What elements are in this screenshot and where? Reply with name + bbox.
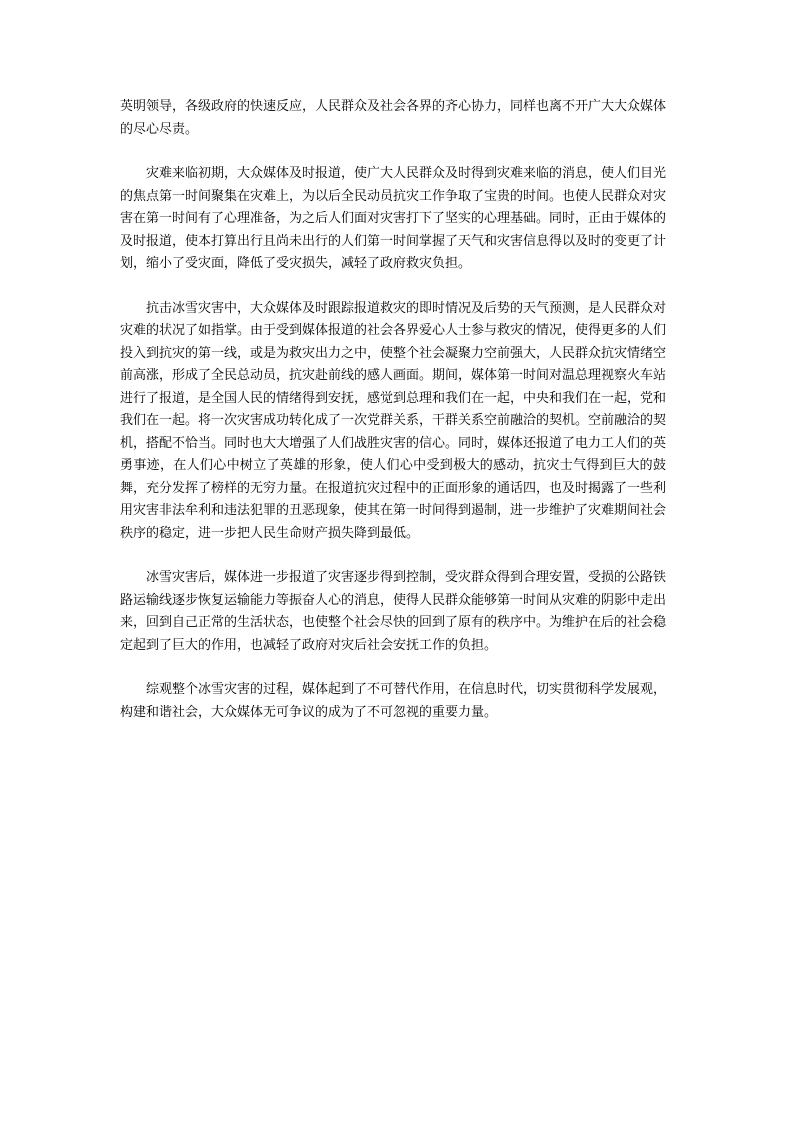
paragraph-after-disaster: 冰雪灾害后，媒体进一步报道了灾害逐步得到控制，受灾群众得到合理安置，受损的公路铁路运输线逐步恢复运输能力等振奋人心的消息，使得人民群众能够第一时间从灾难的阴影中走出来，回到自己正常的生活状态，也使整个社会尽快的回到了原有的秩序中。为维护在后的社会稳定起到了巨大的作用，也减轻了政府对灾后社会安抚工作的负担。 xyxy=(120,570,667,653)
document-page xyxy=(120,96,666,746)
paragraph-fighting-disaster: 抗击冰雪灾害中，大众媒体及时跟踪报道救灾的即时情况及后势的天气预测，是人民群众对灾难的状况了如指掌。由于受到媒体报道的社会各界爱心人士参与救灾的情况，使得更多的人们投入到抗灾的第一线，或是为救灾出力之中，使整个社会凝聚力空前强大，人民群众抗灾情绪空前高涨，形成了全民总动员，抗灾赴前线的感人画面。期间，媒体第一时间对温总理视察火车站进行了报道，是全国人民的情绪得到安抚，感觉到总理和我们在一起，中央和我们在一起，党和我们在一起。将一次灾害成功转化成了一次党群关系，干群关系空前融洽的契机。空前融洽的契机，搭配不恰当。同时也大大增强了人们战胜灾害的信心。同时，媒体还报道了电力工人们的英勇事迹，在人们心中树立了英雄的形象，使人们心中受到极大的感动，抗灾士气得到巨大的鼓舞，充分发挥了榜样的无穷力量。在报道抗灾过程中的正面形象的通话四，也及时揭露了一些利用灾害非法牟利和违法犯罪的丑恶现象，使其在第一时间得到遏制，进一步维护了灾难期间社会秩序的稳定，进一步把人民生命财产损失降到最低。 xyxy=(120,300,667,541)
paragraph-disaster-onset: 灾难来临初期，大众媒体及时报道，使广大人民群众及时得到灾难来临的消息，使人们目光的焦点第一时间聚集在灾难上，为以后全民动员抗灾工作争取了宝贵的时间。也使人民群众对灾害在第一时间有了心理准备，为之后人们面对灾害打下了坚实的心理基础。同时，正由于媒体的及时报道，使本打算出行且尚未出行的人们第一时间掌握了天气和灾害信息得以及时的变更了计划，缩小了受灾面，降低了受灾损失，减轻了政府救灾负担。 xyxy=(120,166,667,271)
paragraph-conclusion: 综观整个冰雪灾害的过程，媒体起到了不可替代作用，在信息时代，切实贯彻科学发展观，构建和谐社会，大众媒体无可争议的成为了不可忽视的重要力量。 xyxy=(120,682,667,720)
paragraph-continuation: 英明领导，各级政府的快速反应，人民群众及社会各界的齐心协力，同样也离不开广大大众媒体的尽心尽责。 xyxy=(120,99,667,137)
